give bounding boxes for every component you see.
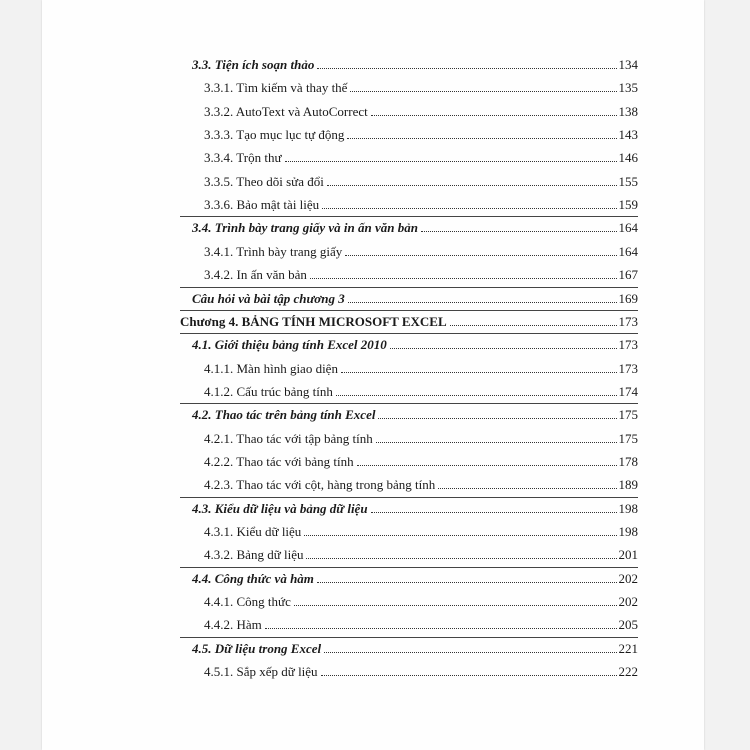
toc-subentry [204, 426, 638, 448]
dot-leader [265, 628, 617, 629]
toc-entry-title: 3.3.5. Theo dõi sửa đổi [204, 173, 324, 189]
toc-section [192, 332, 638, 354]
toc-page-number: 222 [618, 664, 638, 680]
toc-page-number: 202 [618, 570, 638, 586]
dot-leader [306, 558, 616, 559]
dot-leader [317, 582, 617, 583]
dot-leader [336, 395, 617, 396]
toc-subentry [204, 356, 638, 378]
toc-entry-title: Chương 4. BẢNG TÍNH MICROSOFT EXCEL [180, 313, 447, 329]
toc-subentry [204, 169, 638, 191]
toc-page-number: 143 [618, 127, 638, 143]
toc-subentry [204, 519, 638, 541]
toc-subentry [204, 379, 638, 401]
dot-leader [438, 488, 616, 489]
toc-subentry [204, 145, 638, 167]
toc-chapter [180, 309, 638, 331]
toc-subentry [204, 192, 638, 214]
toc-entry-title: 3.4.1. Trình bày trang giấy [204, 243, 343, 259]
toc-entry-title: 4.5. Dữ liệu trong Excel [192, 640, 322, 656]
toc-entry-title: 4.1.1. Màn hình giao diện [204, 360, 338, 376]
section-divider [180, 310, 638, 311]
toc-page-number: 202 [618, 594, 638, 610]
toc-subentry [204, 262, 638, 284]
toc-page-number: 155 [618, 173, 638, 189]
toc-subentry [204, 99, 638, 121]
toc-entry-title: 4.2. Thao tác trên bảng tính Excel [192, 407, 376, 423]
dot-leader [294, 605, 617, 606]
dot-leader [304, 535, 616, 536]
toc-entry-title: Câu hỏi và bài tập chương 3 [192, 290, 345, 306]
section-divider [180, 333, 638, 334]
toc-entry-title: 4.2.1. Thao tác với tập bảng tính [204, 430, 373, 446]
toc-section [192, 402, 638, 424]
toc-page-number: 174 [618, 383, 638, 399]
toc-page-number: 175 [618, 430, 638, 446]
toc-page-number: 205 [618, 617, 638, 633]
toc-subentry [204, 612, 638, 634]
toc-page-number: 134 [618, 57, 638, 72]
toc-subentry [204, 239, 638, 261]
dot-leader [348, 302, 617, 303]
toc-subentry [204, 659, 638, 681]
toc-entry-title: 4.4. Công thức và hàm [192, 570, 314, 586]
toc-entry-title: 3.4.2. In ấn văn bản [204, 267, 307, 283]
section-divider [180, 287, 638, 288]
toc-page-number: 178 [618, 453, 638, 469]
toc-subentry [204, 542, 638, 564]
dot-leader [357, 465, 617, 466]
toc-entry-title: 4.1. Giới thiệu bảng tính Excel 2010 [192, 337, 387, 353]
toc-subentry [204, 122, 638, 144]
toc-page-number: 173 [618, 337, 638, 353]
toc-entry-title: 4.4.2. Hàm [204, 617, 262, 633]
dot-leader [450, 325, 617, 326]
toc-page-number: 169 [618, 290, 638, 306]
toc-subentry [204, 472, 638, 494]
toc-page-number: 189 [618, 477, 638, 493]
toc-section [192, 286, 638, 308]
toc-page-number: 167 [618, 267, 638, 283]
book-page [42, 0, 704, 750]
section-divider [180, 637, 638, 638]
toc-section [192, 496, 638, 518]
toc-section [192, 52, 638, 74]
toc-page-number: 198 [618, 500, 638, 516]
toc-page-number: 201 [618, 547, 638, 563]
toc-subentry [204, 449, 638, 471]
toc-page-number: 198 [618, 524, 638, 539]
toc-entry-title: 4.1.2. Cấu trúc bảng tính [204, 383, 333, 399]
toc-entry-title: 4.2.2. Thao tác với bảng tính [204, 453, 354, 469]
toc-entry-title: 3.3.1. Tìm kiếm và thay thế [204, 80, 348, 96]
dot-leader [376, 442, 617, 443]
dot-leader [371, 115, 617, 116]
toc-page-number: 164 [618, 243, 638, 259]
toc-entry-title: 4.3.2. Bảng dữ liệu [204, 547, 304, 563]
dot-leader [321, 675, 617, 676]
dot-leader [350, 91, 616, 92]
toc-page-number: 135 [618, 80, 638, 96]
toc-page-number: 173 [618, 313, 638, 329]
toc-entry-title: 3.3.3. Tạo mục lục tự động [204, 127, 345, 143]
toc-entry-title: 3.4. Trình bày trang giấy và in ấn văn bản [192, 220, 418, 236]
toc-page-number: 164 [618, 220, 638, 236]
toc-entry-title: 3.3.6. Bảo mật tài liệu [204, 197, 320, 213]
dot-leader [371, 512, 617, 513]
dot-leader [310, 278, 617, 279]
dot-leader [322, 208, 616, 209]
toc-section [192, 566, 638, 588]
section-divider [180, 567, 638, 568]
toc-section [192, 215, 638, 237]
toc-page-number: 159 [618, 197, 638, 213]
toc-entry-title: 4.2.3. Thao tác với cột, hàng trong bảng tính [204, 477, 436, 493]
toc-entry-title: 3.3.2. AutoText và AutoCorrect [204, 103, 368, 119]
toc-entry-title: 4.4.1. Công thức [204, 594, 291, 610]
toc-page-number: 221 [618, 640, 638, 656]
toc-page-number: 173 [618, 360, 638, 376]
dot-leader [341, 372, 617, 373]
dot-leader [327, 185, 617, 186]
toc-section [192, 636, 638, 658]
toc-entry-title: 4.3.1. Kiểu dữ liệu [204, 524, 302, 539]
dot-leader [324, 652, 616, 653]
toc-entry-title: 3.3.4. Trộn thư [204, 150, 282, 166]
toc-page-number: 146 [618, 150, 638, 166]
dot-leader [378, 418, 616, 419]
dot-leader [345, 255, 616, 256]
toc-subentry [204, 589, 638, 611]
dot-leader [347, 138, 616, 139]
toc-subentry [204, 75, 638, 97]
section-divider [180, 216, 638, 217]
section-divider [180, 497, 638, 498]
toc-entry-title: 4.3. Kiểu dữ liệu và bảng dữ liệu [192, 500, 368, 516]
toc-entry-title: 4.5.1. Sắp xếp dữ liệu [204, 664, 318, 680]
section-divider [180, 403, 638, 404]
toc-page-number: 138 [618, 103, 638, 119]
table-of-contents [42, 0, 704, 750]
dot-leader [317, 68, 616, 69]
toc-entry-title: 3.3. Tiện ích soạn thảo [192, 57, 315, 72]
dot-leader [285, 161, 617, 162]
dot-leader [390, 348, 617, 349]
dot-leader [421, 231, 617, 232]
toc-page-number: 175 [618, 407, 638, 423]
